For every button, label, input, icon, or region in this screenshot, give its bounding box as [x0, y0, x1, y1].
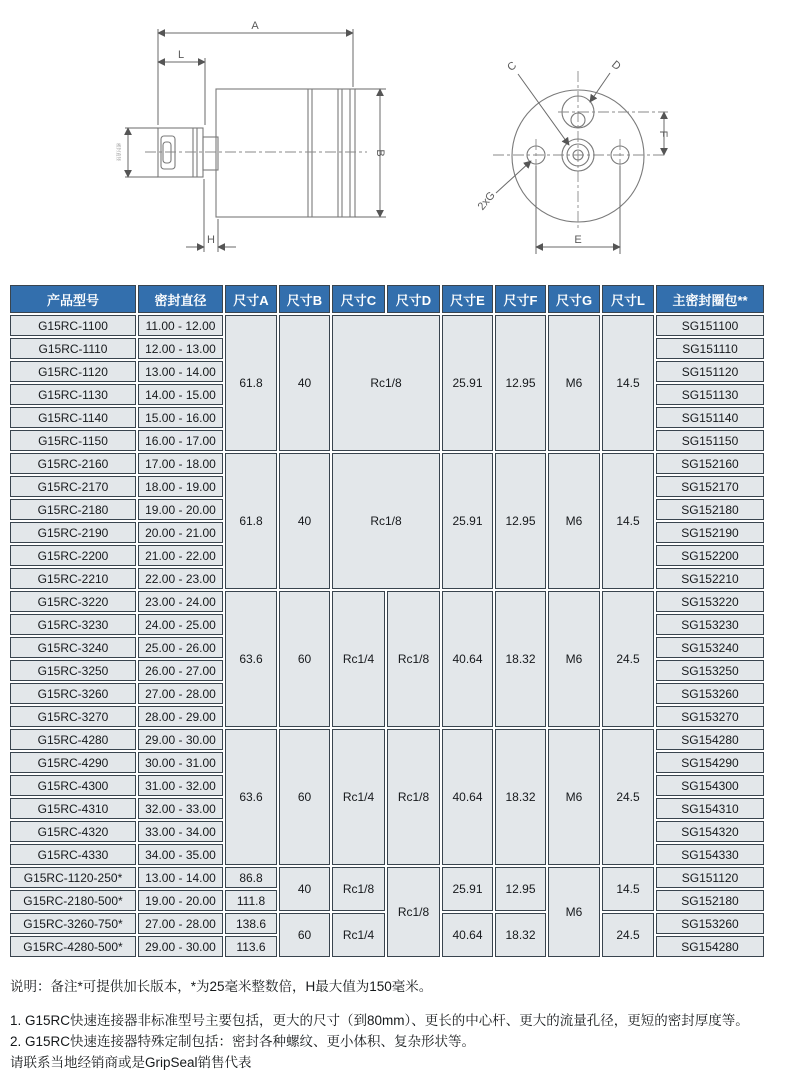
cell-dim-a: 111.8 [225, 890, 277, 911]
cell-model: G15RC-2210 [10, 568, 136, 589]
column-header: 尺寸G [548, 285, 600, 313]
table-row-special [10, 867, 764, 888]
cell-diameter: 27.00 - 28.00 [138, 683, 223, 704]
cell-diameter: 16.00 - 17.00 [138, 430, 223, 451]
cell-model: G15RC-3240 [10, 637, 136, 658]
cell-seal: SG151120 [656, 867, 764, 888]
cell-dim-l: 24.5 [602, 729, 654, 865]
cell-model: G15RC-2180 [10, 499, 136, 520]
cell-dim-l: 14.5 [602, 315, 654, 451]
cell-seal: SG151130 [656, 384, 764, 405]
dim-label-f: F [657, 130, 669, 138]
dim-label-h: H [207, 234, 215, 246]
table-row [10, 315, 764, 336]
cell-diameter: 27.00 - 28.00 [138, 913, 223, 934]
cell-dim-f: 12.95 [495, 867, 546, 911]
dim-label-l: L [177, 49, 185, 61]
cell-seal: SG153250 [656, 660, 764, 681]
cell-dim-l: 14.5 [602, 453, 654, 589]
cell-model: G15RC-4330 [10, 844, 136, 865]
cell-model: G15RC-1120-250* [10, 867, 136, 888]
cell-dim-e: 25.91 [442, 867, 493, 911]
column-header: 尺寸A [225, 285, 277, 313]
cell-seal: SG154320 [656, 821, 764, 842]
dim-label-a: A [251, 20, 259, 32]
cell-seal: SG154330 [656, 844, 764, 865]
dim-label-d: D [609, 58, 623, 73]
note-nonstandard: 1. G15RC快速连接器非标准型号主要包括，更大的尺寸（到80mm）、更长的中心杆、更大的流量孔径，更短的密封厚度等。 [10, 1013, 749, 1028]
cell-dim-g: M6 [548, 591, 600, 727]
cell-seal: SG152170 [656, 476, 764, 497]
table-row [10, 729, 764, 750]
cell-model: G15RC-3230 [10, 614, 136, 635]
note-remark: 说明：备注*可提供加长版本，*为25毫米整数倍，H最大值为150毫米。 [10, 979, 433, 994]
cell-diameter: 20.00 - 21.00 [138, 522, 223, 543]
cell-dim-d: Rc1/8 [387, 729, 440, 865]
cell-seal: SG154280 [656, 729, 764, 750]
cell-dim-a: 138.6 [225, 913, 277, 934]
cell-diameter: 13.00 - 14.00 [138, 361, 223, 382]
connector-nose [158, 128, 203, 177]
cell-dim-d: Rc1/8 [387, 867, 440, 957]
cell-diameter: 23.00 - 24.00 [138, 591, 223, 612]
cell-model: G15RC-4300 [10, 775, 136, 796]
dim-label-b: B [374, 149, 386, 157]
cell-dim-e: 25.91 [442, 453, 493, 589]
cell-seal: SG154310 [656, 798, 764, 819]
seal-diameter-label: 密封直径 [116, 143, 121, 161]
cell-seal: SG153230 [656, 614, 764, 635]
cell-seal: SG153270 [656, 706, 764, 727]
cell-model: G15RC-3260 [10, 683, 136, 704]
cell-diameter: 33.00 - 34.00 [138, 821, 223, 842]
cell-model: G15RC-2170 [10, 476, 136, 497]
cell-seal: SG154280 [656, 936, 764, 957]
cell-seal: SG151120 [656, 361, 764, 382]
cell-dim-e: 40.64 [442, 913, 493, 957]
cell-diameter: 12.00 - 13.00 [138, 338, 223, 359]
cell-model: G15RC-1130 [10, 384, 136, 405]
cell-dim-a: 61.8 [225, 453, 277, 589]
column-header: 密封直径 [138, 285, 223, 313]
cell-diameter: 17.00 - 18.00 [138, 453, 223, 474]
cell-model: G15RC-2200 [10, 545, 136, 566]
cell-dim-f: 12.95 [495, 315, 546, 451]
cell-diameter: 22.00 - 23.00 [138, 568, 223, 589]
cell-diameter: 26.00 - 27.00 [138, 660, 223, 681]
cell-model: G15RC-3270 [10, 706, 136, 727]
cell-diameter: 24.00 - 25.00 [138, 614, 223, 635]
cell-dim-f: 12.95 [495, 453, 546, 589]
cell-dim-e: 25.91 [442, 315, 493, 451]
cell-dim-b: 60 [279, 913, 330, 957]
cell-dim-a: 61.8 [225, 315, 277, 451]
notes-section [10, 976, 795, 1073]
cell-dim-a: 113.6 [225, 936, 277, 957]
column-header: 尺寸D [387, 285, 440, 313]
cell-diameter: 19.00 - 20.00 [138, 499, 223, 520]
cell-dim-l: 24.5 [602, 591, 654, 727]
cell-dim-g: M6 [548, 867, 600, 957]
header-row [10, 285, 764, 313]
cell-dim-d: Rc1/8 [387, 591, 440, 727]
cell-dim-b: 40 [279, 453, 330, 589]
table-row [10, 591, 764, 612]
cell-dim-a: 63.6 [225, 729, 277, 865]
column-header: 尺寸C [332, 285, 385, 313]
dim-label-g2: 2xG [475, 189, 498, 213]
table-row [10, 453, 764, 474]
cell-diameter: 21.00 - 22.00 [138, 545, 223, 566]
cell-diameter: 15.00 - 16.00 [138, 407, 223, 428]
side-view-drawing [100, 5, 400, 275]
cell-dim-b: 40 [279, 867, 330, 911]
cell-model: G15RC-2190 [10, 522, 136, 543]
cell-dim-b: 60 [279, 591, 330, 727]
cell-dim-e: 40.64 [442, 591, 493, 727]
note-custom: 2. G15RC快速连接器特殊定制包括：密封各种螺纹、更小体积、复杂形状等。 [10, 1034, 476, 1049]
cell-model: G15RC-1110 [10, 338, 136, 359]
dim-label-e: E [574, 234, 582, 246]
cell-seal: SG151140 [656, 407, 764, 428]
cell-seal: SG153260 [656, 913, 764, 934]
cell-model: G15RC-4280 [10, 729, 136, 750]
note-contact: 请联系当地经销商或是GripSeal销售代表 [10, 1055, 252, 1070]
cell-dim-g: M6 [548, 315, 600, 451]
cell-dim-c: Rc1/4 [332, 729, 385, 865]
cell-model: G15RC-1120 [10, 361, 136, 382]
cell-dim-b: 60 [279, 729, 330, 865]
cell-seal: SG152160 [656, 453, 764, 474]
cell-seal: SG152190 [656, 522, 764, 543]
cell-seal: SG151150 [656, 430, 764, 451]
cell-model: G15RC-4280-500* [10, 936, 136, 957]
cell-dim-c: Rc1/4 [332, 913, 385, 957]
cell-dim-b: 40 [279, 315, 330, 451]
cell-diameter: 18.00 - 19.00 [138, 476, 223, 497]
cell-seal: SG152210 [656, 568, 764, 589]
column-header: 主密封圈包** [656, 285, 764, 313]
front-view-drawing [465, 25, 705, 265]
cell-seal: SG153240 [656, 637, 764, 658]
cell-seal: SG154290 [656, 752, 764, 773]
column-header: 尺寸F [495, 285, 546, 313]
column-header: 产品型号 [10, 285, 136, 313]
cell-model: G15RC-3250 [10, 660, 136, 681]
cell-model: G15RC-4310 [10, 798, 136, 819]
cell-dim-e: 40.64 [442, 729, 493, 865]
cell-dim-l: 24.5 [602, 913, 654, 957]
cell-diameter: 11.00 - 12.00 [138, 315, 223, 336]
cell-model: G15RC-1150 [10, 430, 136, 451]
cell-dim-f: 18.32 [495, 591, 546, 727]
cell-seal: SG152180 [656, 890, 764, 911]
cell-diameter: 31.00 - 32.00 [138, 775, 223, 796]
cell-diameter: 13.00 - 14.00 [138, 867, 223, 888]
cell-dim-a: 86.8 [225, 867, 277, 888]
column-header: 尺寸L [602, 285, 654, 313]
spec-table [8, 283, 766, 959]
cell-diameter: 30.00 - 31.00 [138, 752, 223, 773]
cell-seal: SG152180 [656, 499, 764, 520]
dim-label-c: C [505, 59, 519, 74]
cell-model: G15RC-2160 [10, 453, 136, 474]
cell-seal: SG153260 [656, 683, 764, 704]
cell-model: G15RC-4320 [10, 821, 136, 842]
cell-model: G15RC-3260-750* [10, 913, 136, 934]
cell-diameter: 34.00 - 35.00 [138, 844, 223, 865]
cell-diameter: 29.00 - 30.00 [138, 936, 223, 957]
cell-dim-c: Rc1/8 [332, 867, 385, 911]
cell-dim-g: M6 [548, 453, 600, 589]
cell-seal: SG151100 [656, 315, 764, 336]
cell-dim-g: M6 [548, 729, 600, 865]
cell-model: G15RC-1140 [10, 407, 136, 428]
cell-seal: SG151110 [656, 338, 764, 359]
cell-seal: SG152200 [656, 545, 764, 566]
cell-dim-l: 14.5 [602, 867, 654, 911]
cell-dim-cd: Rc1/8 [332, 453, 440, 589]
cell-model: G15RC-1100 [10, 315, 136, 336]
column-header: 尺寸E [442, 285, 493, 313]
cell-dim-a: 63.6 [225, 591, 277, 727]
cell-diameter: 28.00 - 29.00 [138, 706, 223, 727]
column-header: 尺寸B [279, 285, 330, 313]
cell-diameter: 25.00 - 26.00 [138, 637, 223, 658]
cell-diameter: 29.00 - 30.00 [138, 729, 223, 750]
cell-dim-c: Rc1/4 [332, 591, 385, 727]
cell-model: G15RC-3220 [10, 591, 136, 612]
cell-model: G15RC-4290 [10, 752, 136, 773]
cell-diameter: 14.00 - 15.00 [138, 384, 223, 405]
cell-seal: SG154300 [656, 775, 764, 796]
cell-diameter: 19.00 - 20.00 [138, 890, 223, 911]
cell-seal: SG153220 [656, 591, 764, 612]
cell-dim-f: 18.32 [495, 913, 546, 957]
cell-dim-cd: Rc1/8 [332, 315, 440, 451]
connector-body [216, 89, 355, 217]
cell-dim-f: 18.32 [495, 729, 546, 865]
cell-model: G15RC-2180-500* [10, 890, 136, 911]
cell-diameter: 32.00 - 33.00 [138, 798, 223, 819]
